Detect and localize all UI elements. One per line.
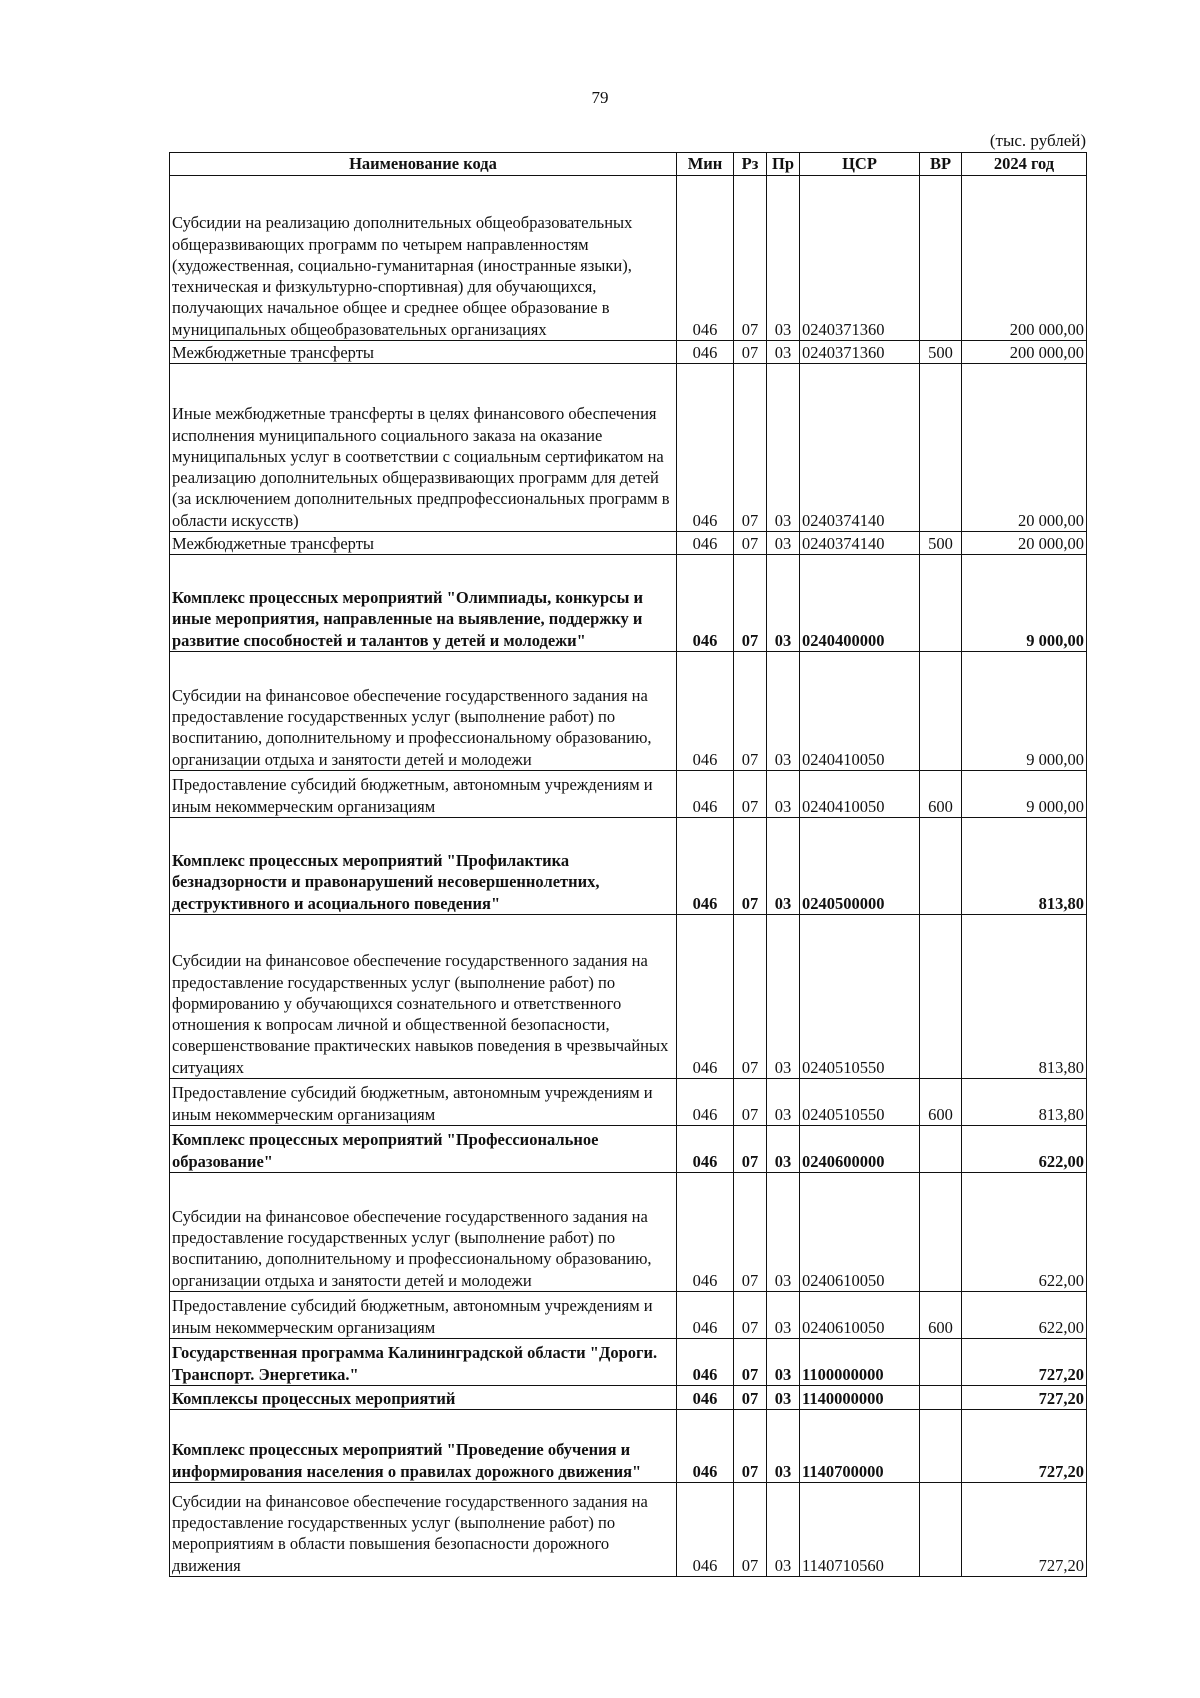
row-amount: 200 000,00 [962, 341, 1087, 364]
row-amount: 20 000,00 [962, 364, 1087, 532]
row-vr [920, 1173, 962, 1292]
row-vr [920, 1483, 962, 1577]
table-row [170, 1126, 1087, 1173]
row-pr: 03 [767, 1410, 800, 1483]
row-min: 046 [677, 818, 734, 915]
row-amount: 9 000,00 [962, 555, 1087, 652]
row-csr: 0240374140 [800, 364, 920, 532]
row-csr: 0240371360 [800, 176, 920, 341]
row-name: Комплекс процессных мероприятий "Проведение обучения и информирования населения о правилах дорожного движения" [170, 1410, 677, 1483]
row-min: 046 [677, 364, 734, 532]
row-min: 046 [677, 532, 734, 555]
row-pr: 03 [767, 771, 800, 818]
row-vr: 500 [920, 532, 962, 555]
row-csr: 1140710560 [800, 1483, 920, 1577]
row-name: Комплексы процессных мероприятий [170, 1386, 677, 1410]
row-vr [920, 915, 962, 1079]
row-rz: 07 [734, 1079, 767, 1126]
row-vr [920, 1126, 962, 1173]
row-csr: 0240510550 [800, 915, 920, 1079]
row-pr: 03 [767, 555, 800, 652]
table-row [170, 176, 1087, 341]
row-pr: 03 [767, 364, 800, 532]
row-pr: 03 [767, 532, 800, 555]
row-vr: 600 [920, 771, 962, 818]
row-vr [920, 818, 962, 915]
row-vr: 600 [920, 1079, 962, 1126]
row-min: 046 [677, 1173, 734, 1292]
row-min: 046 [677, 1410, 734, 1483]
table-row [170, 1339, 1087, 1386]
header-vr: ВР [920, 153, 962, 176]
row-amount: 813,80 [962, 818, 1087, 915]
row-min: 046 [677, 1126, 734, 1173]
table-row [170, 532, 1087, 555]
row-csr: 1100000000 [800, 1339, 920, 1386]
table-row [170, 818, 1087, 915]
row-name: Комплекс процессных мероприятий "Профессиональное образование" [170, 1126, 677, 1173]
row-rz: 07 [734, 652, 767, 771]
row-csr: 0240610050 [800, 1173, 920, 1292]
row-name: Межбюджетные трансферты [170, 532, 677, 555]
row-min: 046 [677, 1079, 734, 1126]
units-label: (тыс. рублей) [989, 131, 1086, 150]
row-vr [920, 555, 962, 652]
row-min: 046 [677, 1483, 734, 1577]
row-vr [920, 176, 962, 341]
row-pr: 03 [767, 1126, 800, 1173]
budget-table [169, 152, 1087, 1577]
row-min: 046 [677, 555, 734, 652]
row-pr: 03 [767, 652, 800, 771]
row-amount: 9 000,00 [962, 771, 1087, 818]
table-row [170, 1292, 1087, 1339]
row-csr: 0240374140 [800, 532, 920, 555]
row-amount: 20 000,00 [962, 532, 1087, 555]
header-pr: Пр [767, 153, 800, 176]
row-pr: 03 [767, 1386, 800, 1410]
row-min: 046 [677, 1386, 734, 1410]
table-row [170, 1483, 1087, 1577]
header-name: Наименование кода [170, 153, 677, 176]
row-csr: 0240500000 [800, 818, 920, 915]
table-row [170, 1079, 1087, 1126]
row-csr: 0240510550 [800, 1079, 920, 1126]
row-vr: 600 [920, 1292, 962, 1339]
header-year: 2024 год [962, 153, 1087, 176]
row-name: Предоставление субсидий бюджетным, автономным учреждениям и иным некоммерческим организациям [170, 771, 677, 818]
row-name: Субсидии на финансовое обеспечение государственного задания на предоставление государственных услуг (выполнение работ) по воспитанию, дополнительному и профессиональному образованию, организации отдыха и занятости детей и молодежи [170, 1173, 677, 1292]
table-row [170, 771, 1087, 818]
row-csr: 0240600000 [800, 1126, 920, 1173]
row-rz: 07 [734, 818, 767, 915]
row-csr: 1140700000 [800, 1410, 920, 1483]
row-rz: 07 [734, 555, 767, 652]
row-pr: 03 [767, 915, 800, 1079]
page-number: 79 [591, 88, 609, 107]
table-row [170, 341, 1087, 364]
row-name: Иные межбюджетные трансферты в целях финансового обеспечения исполнения муниципального социального заказа на оказание муниципальных услуг в соответствии с социальным сертификатом на реализацию дополнительных общеразвивающих программ для детей (за исключением дополнительных предпрофессиональных программ в области искусств) [170, 364, 677, 532]
row-min: 046 [677, 652, 734, 771]
row-csr: 0240371360 [800, 341, 920, 364]
row-min: 046 [677, 1339, 734, 1386]
row-amount: 622,00 [962, 1292, 1087, 1339]
row-amount: 727,20 [962, 1483, 1087, 1577]
row-pr: 03 [767, 1292, 800, 1339]
row-name: Субсидии на финансовое обеспечение государственного задания на предоставление государственных услуг (выполнение работ) по воспитанию, дополнительному и профессиональному образованию, организации отдыха и занятости детей и молодежи [170, 652, 677, 771]
row-amount: 9 000,00 [962, 652, 1087, 771]
row-rz: 07 [734, 915, 767, 1079]
row-rz: 07 [734, 1386, 767, 1410]
row-pr: 03 [767, 1173, 800, 1292]
row-rz: 07 [734, 341, 767, 364]
table-header-row [170, 153, 1087, 176]
table-row [170, 1386, 1087, 1410]
row-amount: 727,20 [962, 1339, 1087, 1386]
table-row [170, 915, 1087, 1079]
row-name: Предоставление субсидий бюджетным, автономным учреждениям и иным некоммерческим организациям [170, 1079, 677, 1126]
table-row [170, 555, 1087, 652]
row-min: 046 [677, 341, 734, 364]
row-rz: 07 [734, 1173, 767, 1292]
row-amount: 622,00 [962, 1126, 1087, 1173]
row-pr: 03 [767, 818, 800, 915]
row-min: 046 [677, 771, 734, 818]
row-name: Межбюджетные трансферты [170, 341, 677, 364]
table-row [170, 1410, 1087, 1483]
row-rz: 07 [734, 1292, 767, 1339]
header-min: Мин [677, 153, 734, 176]
row-name: Комплекс процессных мероприятий "Профилактика безнадзорности и правонарушений несовершеннолетних, деструктивного и асоциального поведения" [170, 818, 677, 915]
row-name: Субсидии на финансовое обеспечение государственного задания на предоставление государственных услуг (выполнение работ) по мероприятиям в области повышения безопасности дорожного движения [170, 1483, 677, 1577]
row-csr: 0240410050 [800, 652, 920, 771]
row-amount: 200 000,00 [962, 176, 1087, 341]
row-pr: 03 [767, 1079, 800, 1126]
row-vr: 500 [920, 341, 962, 364]
row-min: 046 [677, 1292, 734, 1339]
row-min: 046 [677, 915, 734, 1079]
row-csr: 0240410050 [800, 771, 920, 818]
row-rz: 07 [734, 1410, 767, 1483]
row-amount: 727,20 [962, 1386, 1087, 1410]
header-rz: Рз [734, 153, 767, 176]
row-name: Субсидии на финансовое обеспечение государственного задания на предоставление государственных услуг (выполнение работ) по формированию у обучающихся сознательного и ответственного отношения к вопросам личной и общественной безопасности, совершенствование практических навыков поведения в чрезвычайных ситуациях [170, 915, 677, 1079]
row-pr: 03 [767, 176, 800, 341]
row-vr [920, 1410, 962, 1483]
row-rz: 07 [734, 364, 767, 532]
row-amount: 622,00 [962, 1173, 1087, 1292]
row-amount: 813,80 [962, 915, 1087, 1079]
row-csr: 1140000000 [800, 1386, 920, 1410]
row-csr: 0240610050 [800, 1292, 920, 1339]
row-name: Комплекс процессных мероприятий "Олимпиады, конкурсы и иные мероприятия, направленные на выявление, поддержку и развитие способностей и талантов у детей и молодежи" [170, 555, 677, 652]
row-rz: 07 [734, 176, 767, 341]
row-rz: 07 [734, 771, 767, 818]
row-min: 046 [677, 176, 734, 341]
row-pr: 03 [767, 341, 800, 364]
table-row [170, 652, 1087, 771]
row-vr [920, 364, 962, 532]
row-name: Предоставление субсидий бюджетным, автономным учреждениям и иным некоммерческим организациям [170, 1292, 677, 1339]
table-row [170, 1173, 1087, 1292]
row-name: Субсидии на реализацию дополнительных общеобразовательных общеразвивающих программ по четырем направленностям (художественная, социально-гуманитарная (иностранные языки), техническая и физкультурно-спортивная) для обучающихся, получающих начальное общее и среднее общее образование в муниципальных общеобразовательных организациях [170, 176, 677, 341]
table-row [170, 364, 1087, 532]
row-csr: 0240400000 [800, 555, 920, 652]
row-vr [920, 1339, 962, 1386]
row-rz: 07 [734, 1126, 767, 1173]
row-rz: 07 [734, 1483, 767, 1577]
row-rz: 07 [734, 1339, 767, 1386]
row-rz: 07 [734, 532, 767, 555]
row-vr [920, 652, 962, 771]
row-amount: 727,20 [962, 1410, 1087, 1483]
header-csr: ЦСР [800, 153, 920, 176]
row-vr [920, 1386, 962, 1410]
row-pr: 03 [767, 1483, 800, 1577]
row-amount: 813,80 [962, 1079, 1087, 1126]
row-pr: 03 [767, 1339, 800, 1386]
row-name: Государственная программа Калининградской области "Дороги. Транспорт. Энергетика." [170, 1339, 677, 1386]
